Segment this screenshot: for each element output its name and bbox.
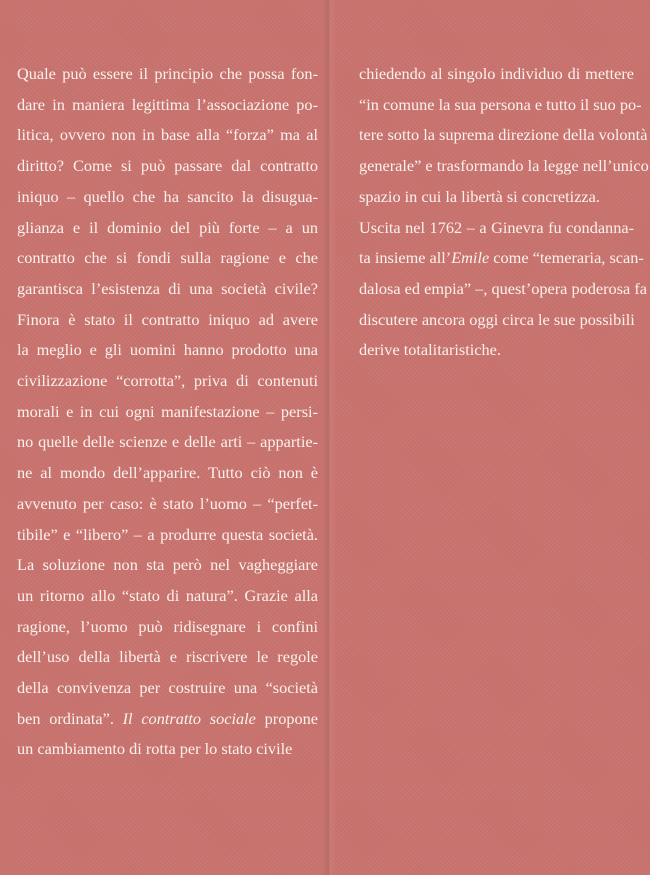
text-line: diritto? Come si può passare dal contratto [17,156,318,176]
text-line: litica, ovvero non in base alla “forza” ma al [17,125,318,145]
text-line-with-title [17,704,318,735]
text-line: contratto che si fondi sulla ragione e che [17,248,318,268]
text-line: ragione, l’uomo può ridisegnare i confini [17,616,318,636]
text-segment: propone [264,708,318,728]
text-line: discutere ancora oggi circa le sue possibili [359,309,635,329]
text-segment: scan- [609,248,644,268]
text-line: generale” e trasformando la legge nell’unico [359,156,649,176]
text-line: tere sotto la suprema direzione della volontà [359,125,648,145]
text-line: Quale può essere il principio che possa fon- [17,64,318,83]
text-line: civilizzazione “corrotta”, priva di contenuti [17,371,318,391]
text-line: La soluzione non sta però nel vagheggiare [17,555,318,575]
text-line: garantisca l’esistenza di una società civile? [17,278,318,298]
text-line: dell’uso della libertà e riscrivere le regole [17,647,318,667]
text-segment: come “temeraria, [493,248,606,268]
text-segment: ta insieme all’ [359,248,452,268]
text-line: avvenuto per caso: è stato l’uomo – “perfet- [17,493,318,513]
text-line: chiedendo al singolo individuo di mettere [359,64,634,83]
text-line: ne al mondo dell’apparire. Tutto ciò non è [17,463,318,483]
text-line: derive totalitaristiche. [359,340,501,360]
right-text-column [359,59,649,366]
text-line: no quelle delle scienze e delle arti – appartie- [17,432,318,452]
text-line: dalosa ed empia” –, quest’opera poderosa fa [359,278,647,298]
text-line: un ritorno allo “stato di natura”. Grazie alla [17,585,318,605]
text-line: un cambiamento di rotta per lo stato civile [17,739,293,759]
text-segment: ben ordinata”. [17,708,114,728]
text-line: morali e in cui ogni manifestazione – persi- [17,401,318,421]
book-title-italic: Emile [451,248,490,268]
text-line: spazio in cui la libertà si concretizza. [359,186,600,206]
text-line: Uscita nel 1762 – a Ginevra fu condanna- [359,217,634,237]
text-line: iniquo – quello che ha sancito la disugua- [17,186,318,206]
text-line: la meglio e gli uomini hanno prodotto una [17,340,318,360]
left-text-column [17,59,318,765]
text-line: tibile” e “libero” – a produrre questa società. [17,524,318,544]
text-line-with-title [359,243,644,274]
book-title-italic: Il contratto sociale [122,708,256,728]
text-line: glianza e il dominio del più forte – a un [17,217,318,237]
text-line: dare in maniera legittima l’associazione po- [17,94,318,114]
page-fold [322,0,336,875]
text-line: Finora è stato il contratto iniquo ad avere [17,309,318,329]
text-line: della convivenza per costruire una “società [17,678,318,698]
text-line: “in comune la sua persona e tutto il suo po- [359,94,642,114]
